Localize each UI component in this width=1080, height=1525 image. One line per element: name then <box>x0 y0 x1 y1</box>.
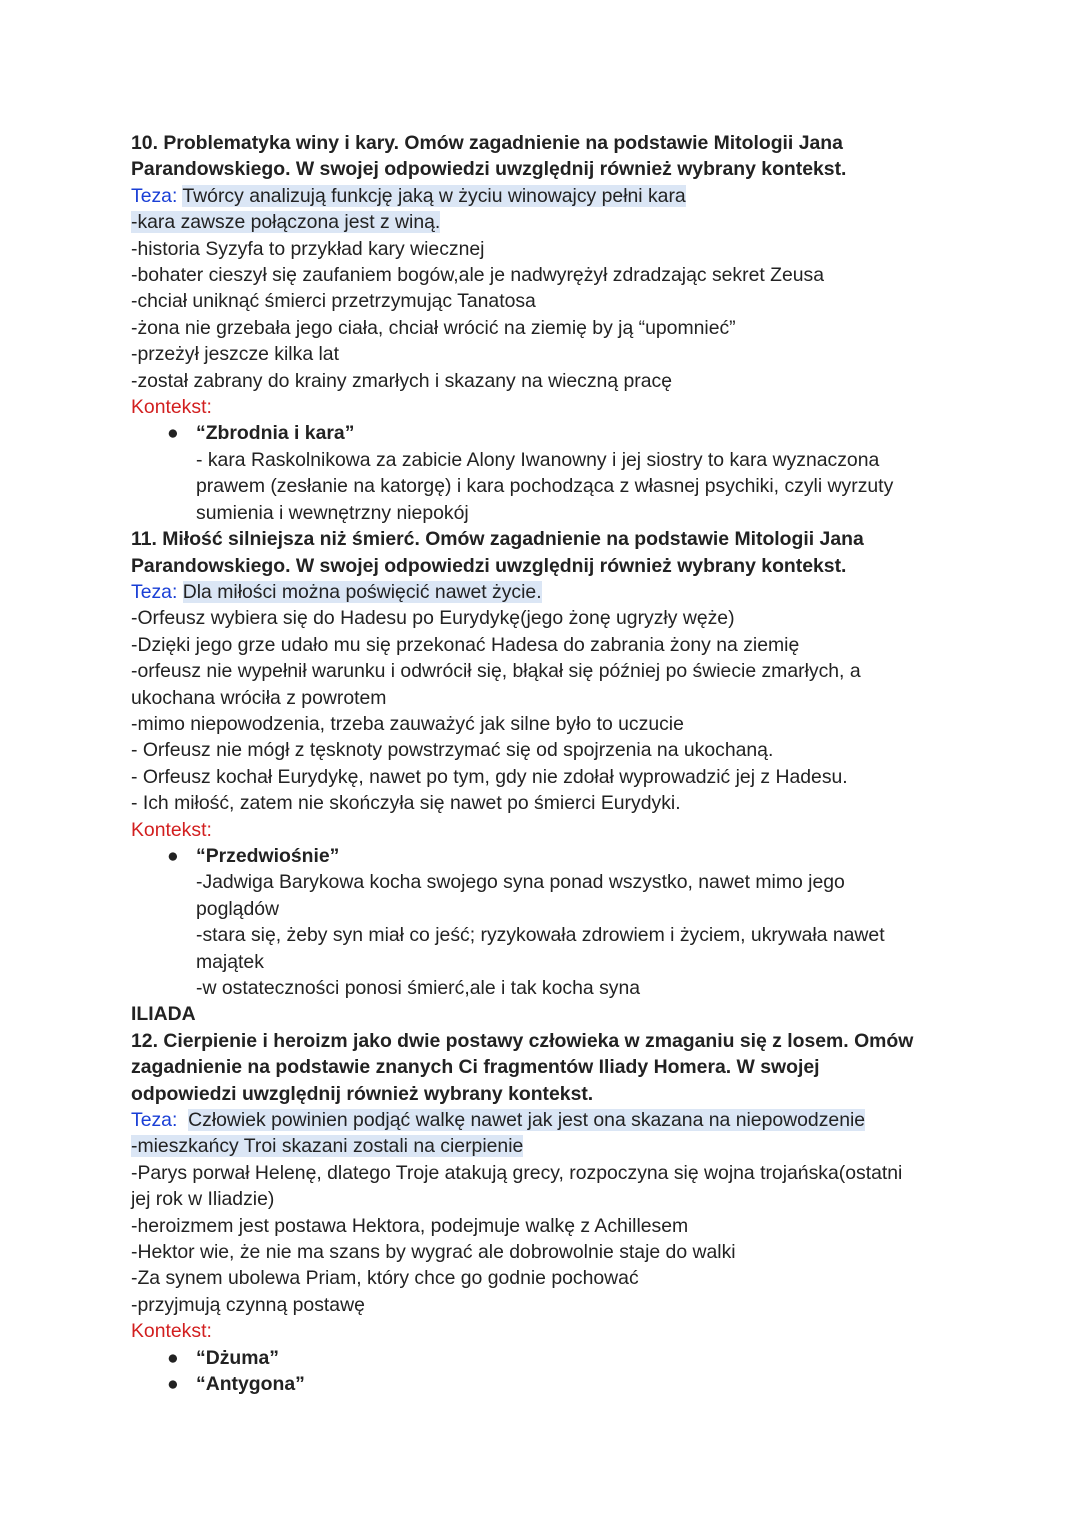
bullet-icon: ● <box>167 844 179 867</box>
context-bullet <box>131 1371 951 1397</box>
context-line: -w ostateczności ponosi śmierć,ale i tak kocha syna <box>196 977 641 999</box>
context-bullet <box>131 420 951 446</box>
text-line: -został zabrany do krainy zmarłych i skazany na wieczną pracę <box>131 369 673 392</box>
context-line: majątek <box>196 950 264 973</box>
context-line: - kara Raskolnikowa za zabicie Alony Iwanowny i jej siostry to kara wyznaczona <box>196 448 880 471</box>
section-11-title-line-2: Parandowskiego. W swojej odpowiedzi uwzględnij również wybrany kontekst. <box>131 554 847 577</box>
bullet-icon: ● <box>167 1346 179 1369</box>
text-line: -Hektor wie, że nie ma szans by wygrać ale dobrowolnie staje do walki <box>131 1241 736 1264</box>
text-line: - Ich miłość, zatem nie skończyła się nawet po śmierci Eurydyki. <box>131 792 681 815</box>
section-11-title-line-1: 11. Miłość silniejsza niż śmierć. Omów zagadnienie na podstawie Mitologii Jana <box>131 528 864 551</box>
text-line: ukochana wróciła z powrotem <box>131 686 387 709</box>
context-line: poglądów <box>196 897 280 920</box>
text-line: -orfeusz nie wypełnił warunku i odwrócił się, błąkał się później po świecie zmarłych, a <box>131 660 861 683</box>
text-line: -Orfeusz wybiera się do Hadesu po Eurydykę(jego żonę ugryzły węże) <box>131 607 735 630</box>
bullet-icon: ● <box>167 422 179 445</box>
thesis-text: Twórcy analizują funkcję jaką w życiu winowajcy pełni kara <box>182 184 686 207</box>
text-line: -żona nie grzebała jego ciała, chciał wrócić na ziemię by ją “upomnieć” <box>131 316 736 339</box>
section-11-thesis <box>131 579 951 605</box>
section-10-thesis <box>131 183 951 209</box>
context-label: Kontekst: <box>131 818 212 841</box>
thesis-label: Teza: <box>131 1109 178 1132</box>
section-12-title-line-2: zagadnienie na podstawie znanych Ci fragmentów Iliady Homera. W swojej <box>131 1056 820 1079</box>
text-line: -historia Syzyfa to przykład kary wiecznej <box>131 237 485 260</box>
context-line: -stara się, żeby syn miał co jeść; ryzykowała zdrowiem i życiem, ukrywała nawet <box>196 924 885 947</box>
context-title: “Antygona” <box>196 1373 305 1396</box>
iliada-heading: ILIADA <box>131 1003 196 1026</box>
context-line: prawem (zesłanie na katorgę) i kara pochodząca z własnej psychiki, czyli wyrzuty <box>196 475 894 498</box>
text-line: - Orfeusz nie mógł z tęsknoty powstrzymać się od spojrzenia na ukochaną. <box>131 739 774 762</box>
text-line: -heroizmem jest postawa Hektora, podejmuje walkę z Achillesem <box>131 1214 689 1237</box>
thesis-label: Teza: <box>131 184 178 207</box>
section-12-title-line-1: 12. Cierpienie i heroizm jako dwie postawy człowieka w zmaganiu się z losem. Omów <box>131 1029 914 1052</box>
text-line: -Dzięki jego grze udało mu się przekonać Hadesa do zabrania żony na ziemię <box>131 633 800 656</box>
text-line: -przeżył jeszcze kilka lat <box>131 343 339 366</box>
context-title: “Przedwiośnie” <box>196 844 340 867</box>
context-label: Kontekst: <box>131 396 212 419</box>
context-line: sumienia i wewnętrzny niepokój <box>196 501 469 524</box>
text-line: -Parys porwał Helenę, dlatego Troje atakują grecy, rozpoczyna się wojna trojańska(ostatni <box>131 1161 903 1184</box>
context-title: “Zbrodnia i kara” <box>196 422 355 445</box>
text-line: -przyjmują czynną postawę <box>131 1293 365 1316</box>
highlighted-line: -kara zawsze połączona jest z winą. <box>131 211 441 234</box>
thesis-label: Teza: <box>131 580 178 603</box>
section-12-title-line-3: odpowiedzi uwzględnij również wybrany kontekst. <box>131 1082 594 1105</box>
highlighted-line: -mieszkańcy Troi skazani zostali na cierpienie <box>131 1135 524 1158</box>
context-label: Kontekst: <box>131 1320 212 1343</box>
text-line: -Za synem ubolewa Priam, który chce go godnie pochować <box>131 1267 639 1290</box>
text-line: - Orfeusz kochał Eurydykę, nawet po tym, gdy nie zdołał wyprowadzić jej z Hadesu. <box>131 765 848 788</box>
section-10-title-line-2: Parandowskiego. W swojej odpowiedzi uwzględnij również wybrany kontekst. <box>131 158 847 181</box>
thesis-text: Człowiek powinien podjąć walkę nawet jak jest ona skazana na niepowodzenie <box>188 1109 866 1132</box>
context-line: -Jadwiga Barykowa kocha swojego syna ponad wszystko, nawet mimo jego <box>196 871 845 894</box>
document-page <box>131 130 951 1398</box>
section-10-title-line-1: 10. Problematyka winy i kary. Omów zagadnienie na podstawie Mitologii Jana <box>131 132 843 154</box>
context-bullet <box>131 843 951 869</box>
section-12-thesis <box>131 1107 951 1133</box>
text-line: -mimo niepowodzenia, trzeba zauważyć jak silne było to uczucie <box>131 712 684 735</box>
context-bullet <box>131 1345 951 1371</box>
text-line: jej rok w Iliadzie) <box>131 1188 275 1211</box>
thesis-text: Dla miłości można poświęcić nawet życie. <box>182 580 542 603</box>
context-title: “Dżuma” <box>196 1346 279 1369</box>
text-line: -bohater cieszył się zaufaniem bogów,ale je nadwyrężył zdradzając sekret Zeusa <box>131 264 825 287</box>
bullet-icon: ● <box>167 1373 179 1396</box>
text-line: -chciał uniknąć śmierci przetrzymując Tanatosa <box>131 290 536 313</box>
